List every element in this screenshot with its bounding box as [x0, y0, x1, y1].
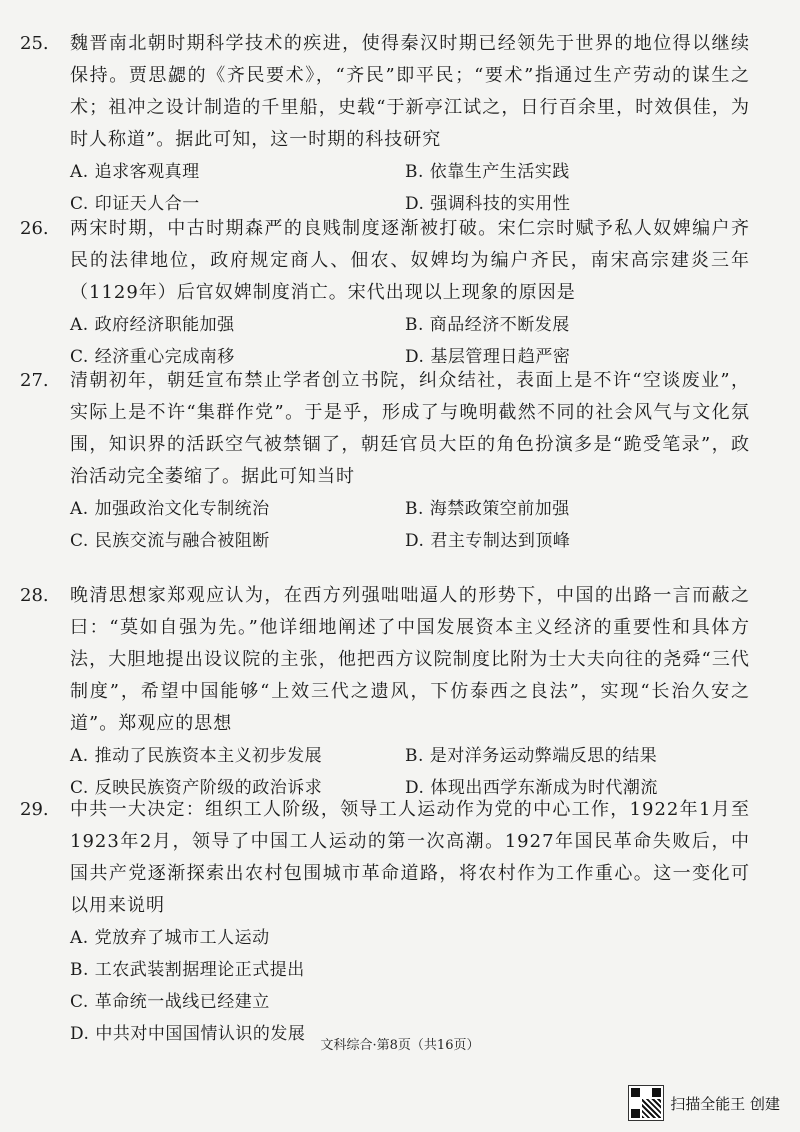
option-b: B. 海禁政策空前加强 — [405, 499, 570, 519]
options — [70, 922, 750, 1050]
question-stem: 晚清思想家郑观应认为，在西方列强咄咄逼人的形势下，中国的出路一言而蔽之曰：“莫如自强为先。”他详细地阐述了中国发展资本主义经济的重要性和具体方法，大胆地提出设议院的主张，他把西方议院制度比附为士大夫向往的尧舜“三代制度”，希望中国能够“上效三代之遗风，下仿泰西之良法”，实现“长治久安之道”。郑观应的思想 — [70, 585, 750, 734]
question-number: 26. — [20, 218, 49, 239]
option-c: C. 印证天人合一 — [70, 194, 200, 214]
option-d: D. 君主专制达到顶峰 — [405, 531, 571, 551]
option-a: A. 追求客观真理 — [70, 162, 200, 182]
question-stem: 魏晋南北朝时期科学技术的疾进，使得秦汉时期已经领先于世界的地位得以继续保持。贾思勰的《齐民要术》，“齐民”即平民；“要术”指通过生产劳动的谋生之术；祖冲之设计制造的千里船，史载“于新亭江试之，日行百余里，时效俱佳，为时人称道”。据此可知，这一时期的科技研究 — [70, 33, 750, 150]
option-b: B. 依靠生产生活实践 — [405, 162, 570, 182]
options — [70, 493, 750, 557]
option-b: B. 商品经济不断发展 — [405, 315, 570, 335]
option-b: B. 是对洋务运动弊端反思的结果 — [405, 746, 658, 766]
question-25 — [20, 28, 750, 220]
option-d: D. 中共对中国国情认识的发展 — [70, 1024, 306, 1044]
question-number: 27. — [20, 370, 49, 391]
question-number: 25. — [20, 33, 49, 54]
question-28 — [20, 580, 750, 804]
options — [70, 156, 750, 220]
options — [70, 309, 750, 373]
option-c: C. 反映民族资产阶级的政治诉求 — [70, 778, 323, 798]
option-a: A. 加强政治文化专制统治 — [70, 499, 270, 519]
option-c: C. 革命统一战线已经建立 — [70, 992, 270, 1012]
question-29 — [20, 794, 750, 1050]
option-c: C. 经济重心完成南移 — [70, 347, 235, 367]
scanner-watermark — [628, 1085, 780, 1121]
option-d: D. 基层管理日趋严密 — [405, 347, 571, 367]
question-26 — [20, 213, 750, 373]
option-d: D. 强调科技的实用性 — [405, 194, 571, 214]
qr-code-icon — [628, 1085, 664, 1121]
question-stem: 清朝初年，朝廷宣布禁止学者创立书院，纠众结社，表面上是不许“空谈废业”，实际上是不许“集群作党”。于是乎，形成了与晚明截然不同的社会风气与文化氛围，知识界的活跃空气被禁锢了，朝廷官员大臣的角色扮演多是“跪受笔录”，政治活动完全萎缩了。据此可知当时 — [70, 370, 750, 487]
option-a: A. 党放弃了城市工人运动 — [70, 928, 270, 948]
option-d: D. 体现出西学东渐成为时代潮流 — [405, 778, 658, 798]
question-number: 29. — [20, 799, 49, 820]
question-27 — [20, 365, 750, 557]
option-a: A. 政府经济职能加强 — [70, 315, 235, 335]
question-stem: 两宋时期，中古时期森严的良贱制度逐渐被打破。宋仁宗时赋予私人奴婢编户齐民的法律地位，政府规定商人、佃农、奴婢均为编户齐民，南宋高宗建炎三年（1129年）后官奴婢制度消亡。宋代出现以上现象的原因是 — [70, 218, 750, 303]
option-b: B. 工农武装割据理论正式提出 — [70, 960, 305, 980]
page-footer: 文科综合·第8页（共16页） — [320, 1038, 480, 1053]
watermark-text: 扫描全能王 创建 — [670, 1094, 780, 1113]
option-c: C. 民族交流与融合被阻断 — [70, 531, 270, 551]
question-number: 28. — [20, 585, 49, 606]
option-a: A. 推动了民族资本主义初步发展 — [70, 746, 323, 766]
question-stem: 中共一大决定：组织工人阶级，领导工人运动作为党的中心工作，1922年1月至1923年2月，领导了中国工人运动的第一次高潮。1927年国民革命失败后，中国共产党逐渐探索出农村包围城市革命道路，将农村作为工作重心。这一变化可以用来说明 — [70, 799, 750, 916]
